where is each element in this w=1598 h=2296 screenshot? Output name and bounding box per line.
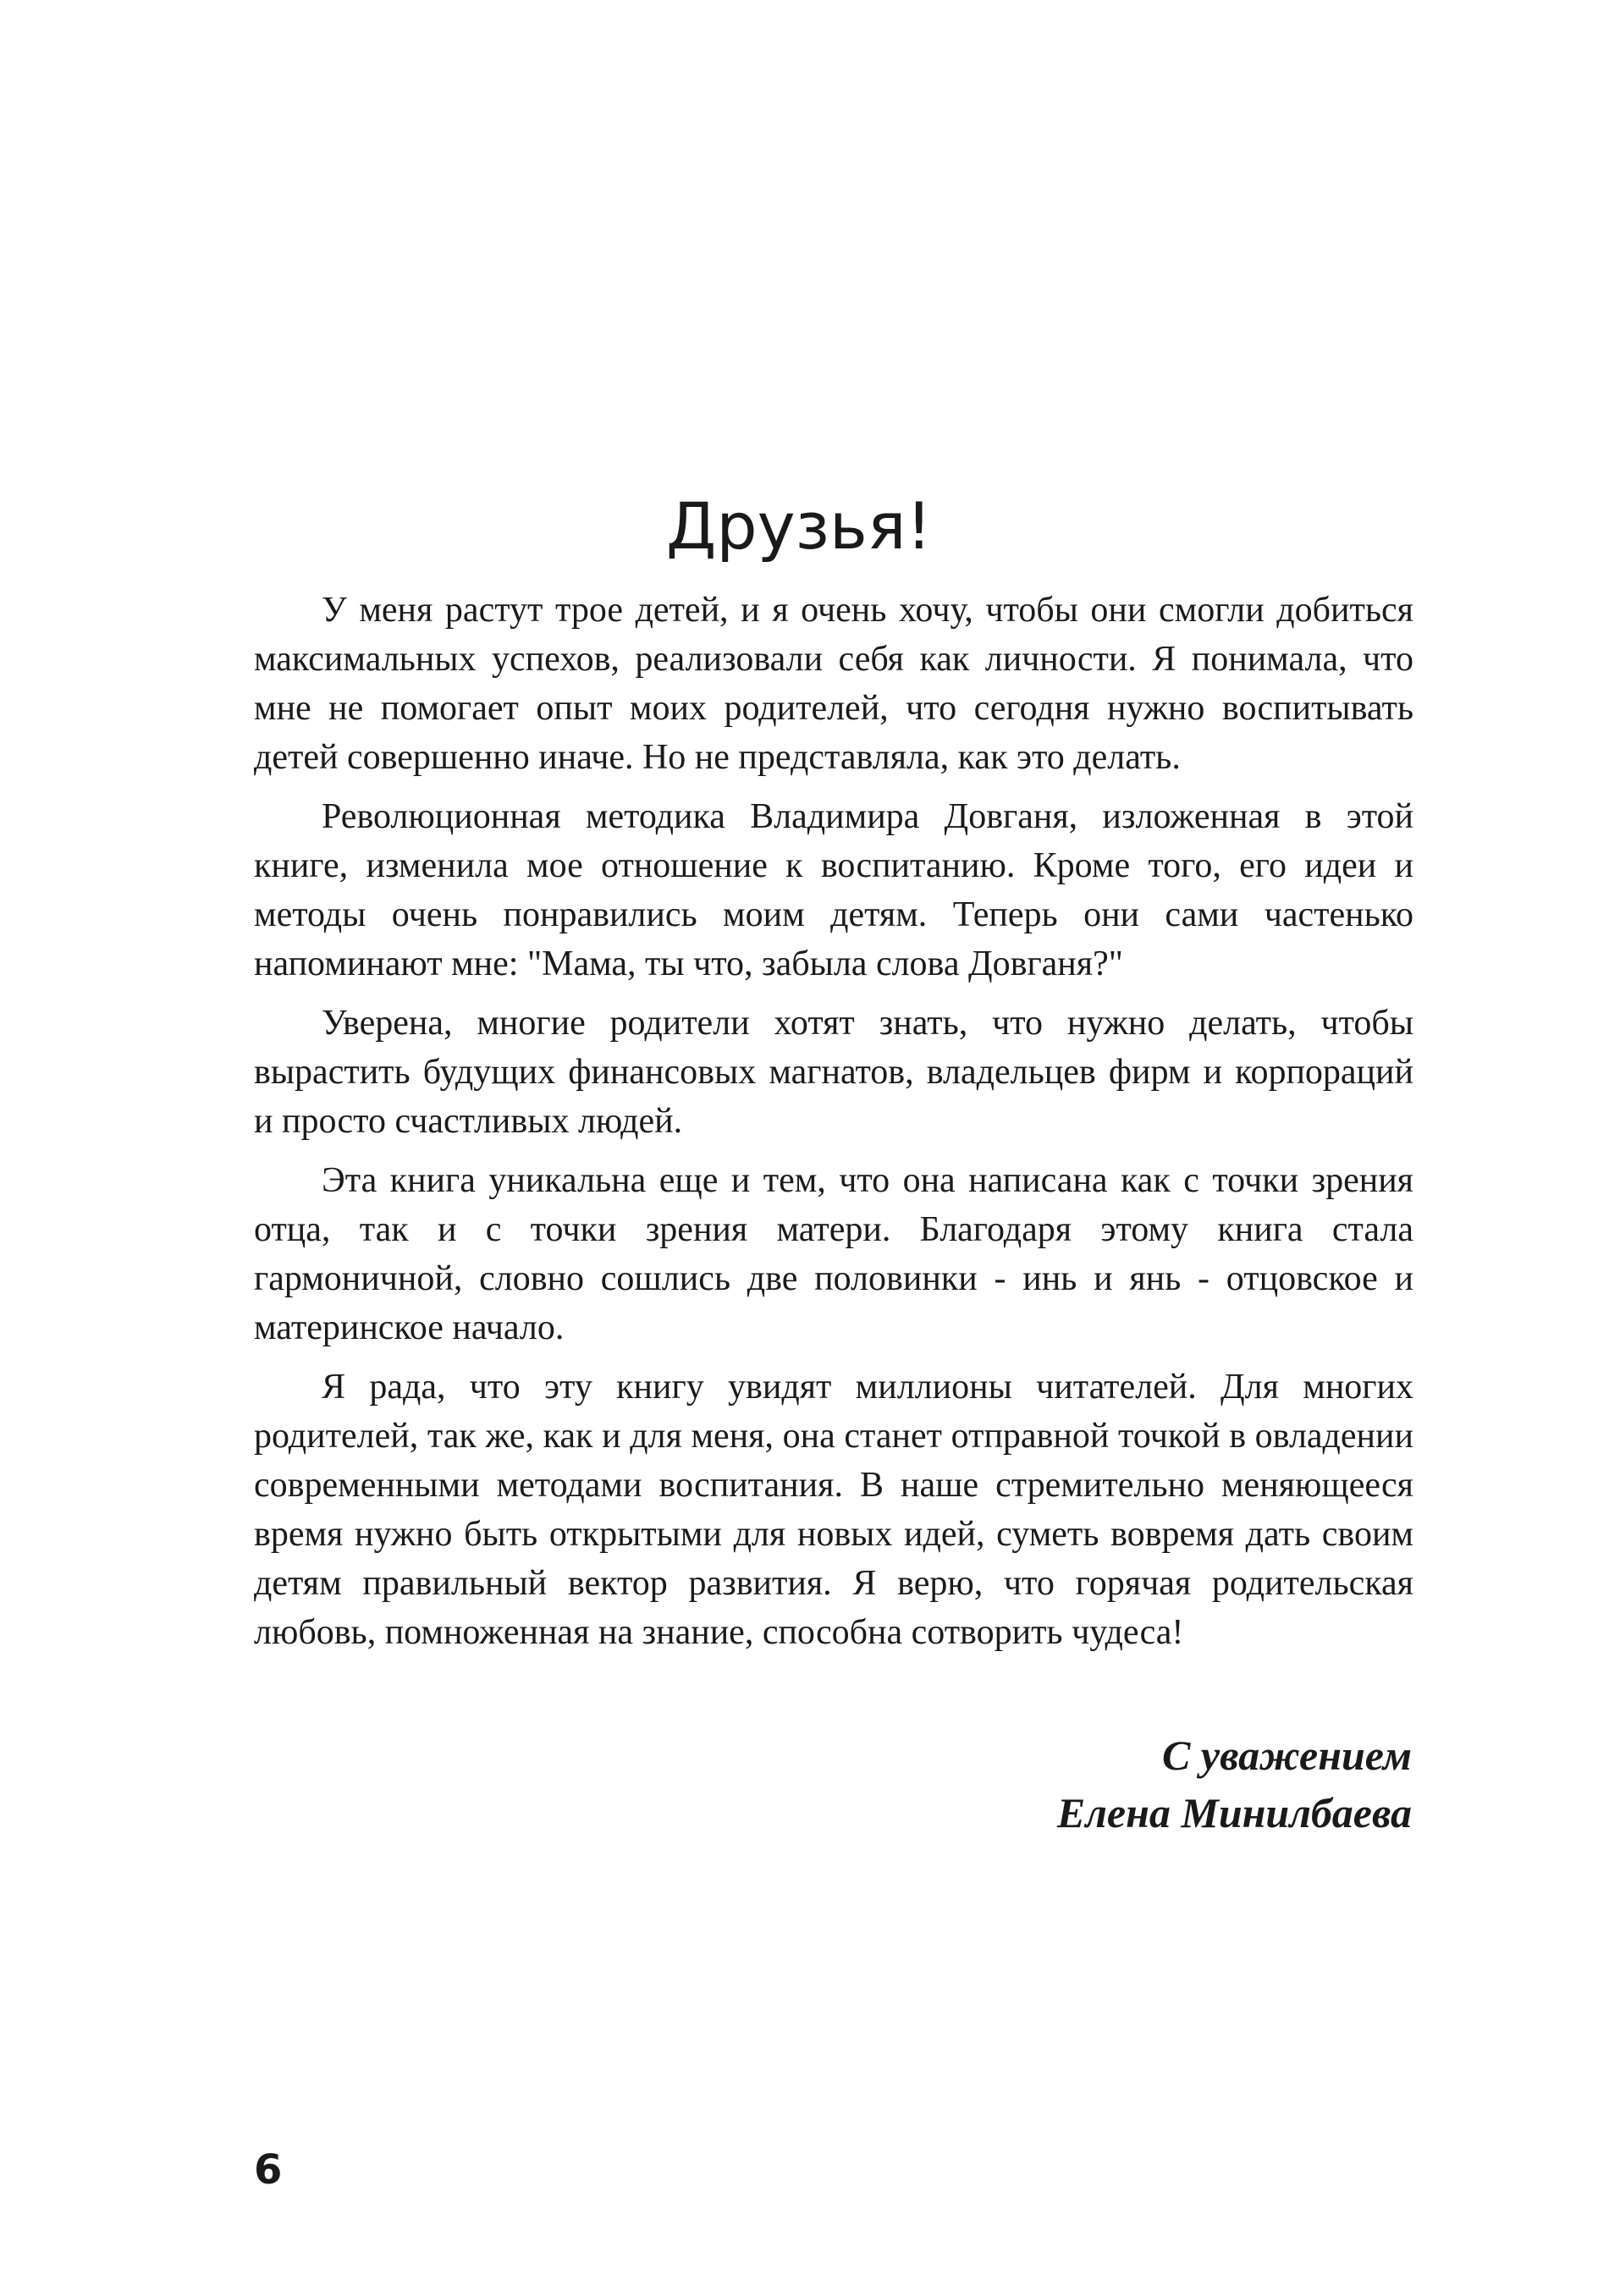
page-number: 6 xyxy=(254,2146,283,2194)
page-title: Друзья! xyxy=(666,488,932,564)
paragraph-5: Я рада, что эту книгу увидят миллионы читателей. Для многих родителей, так же, как и для меня, она станет отправной точкой в овладении современными методами воспитания. В наше стремительно меняющееся время нужно быть открытыми для новых идей, суметь вовремя дать своим детям правильный вектор развития. Я верю, что горячая родительская любовь, помноженная на знание, способна сотворить чудеса! xyxy=(254,1368,1413,1652)
paragraph-3: Уверена, многие родители хотят знать, что нужно делать, чтобы вырастить будущих финансовых магнатов, владельцев фирм и корпораций и просто счастливых людей. xyxy=(254,1004,1413,1141)
signature-greeting: С уважением xyxy=(1162,1732,1412,1779)
body-text xyxy=(254,586,1413,1667)
signature xyxy=(1057,1726,1412,1842)
paragraph-2: Революционная методика Владимира Довганя, изложенная в этой книге, изменила мое отношение к воспитанию. Кроме того, его идеи и методы очень понравились моим детям. Теперь они сами частенько напоминают мне: "Мама, ты что, забыла слова Довганя?" xyxy=(254,797,1413,983)
signature-author: Елена Минилбаева xyxy=(1056,1789,1412,1836)
paragraph-4: Эта книга уникальна еще и тем, что она написана как с точки зрения отца, так и с точки зрения матери. Благодаря этому книга стала гармоничной, словно сошлись две половинки - инь и янь - отцовское и материнское начало. xyxy=(254,1161,1413,1347)
paragraph-1: У меня растут трое детей, и я очень хочу, чтобы они смогли добиться максимальных успехов, реализовали себя как личности. Я понимала, что мне не помогает опыт моих родителей, что сегодня нужно воспитывать детей совершенно иначе. Но не представляла, как это делать. xyxy=(254,591,1413,777)
